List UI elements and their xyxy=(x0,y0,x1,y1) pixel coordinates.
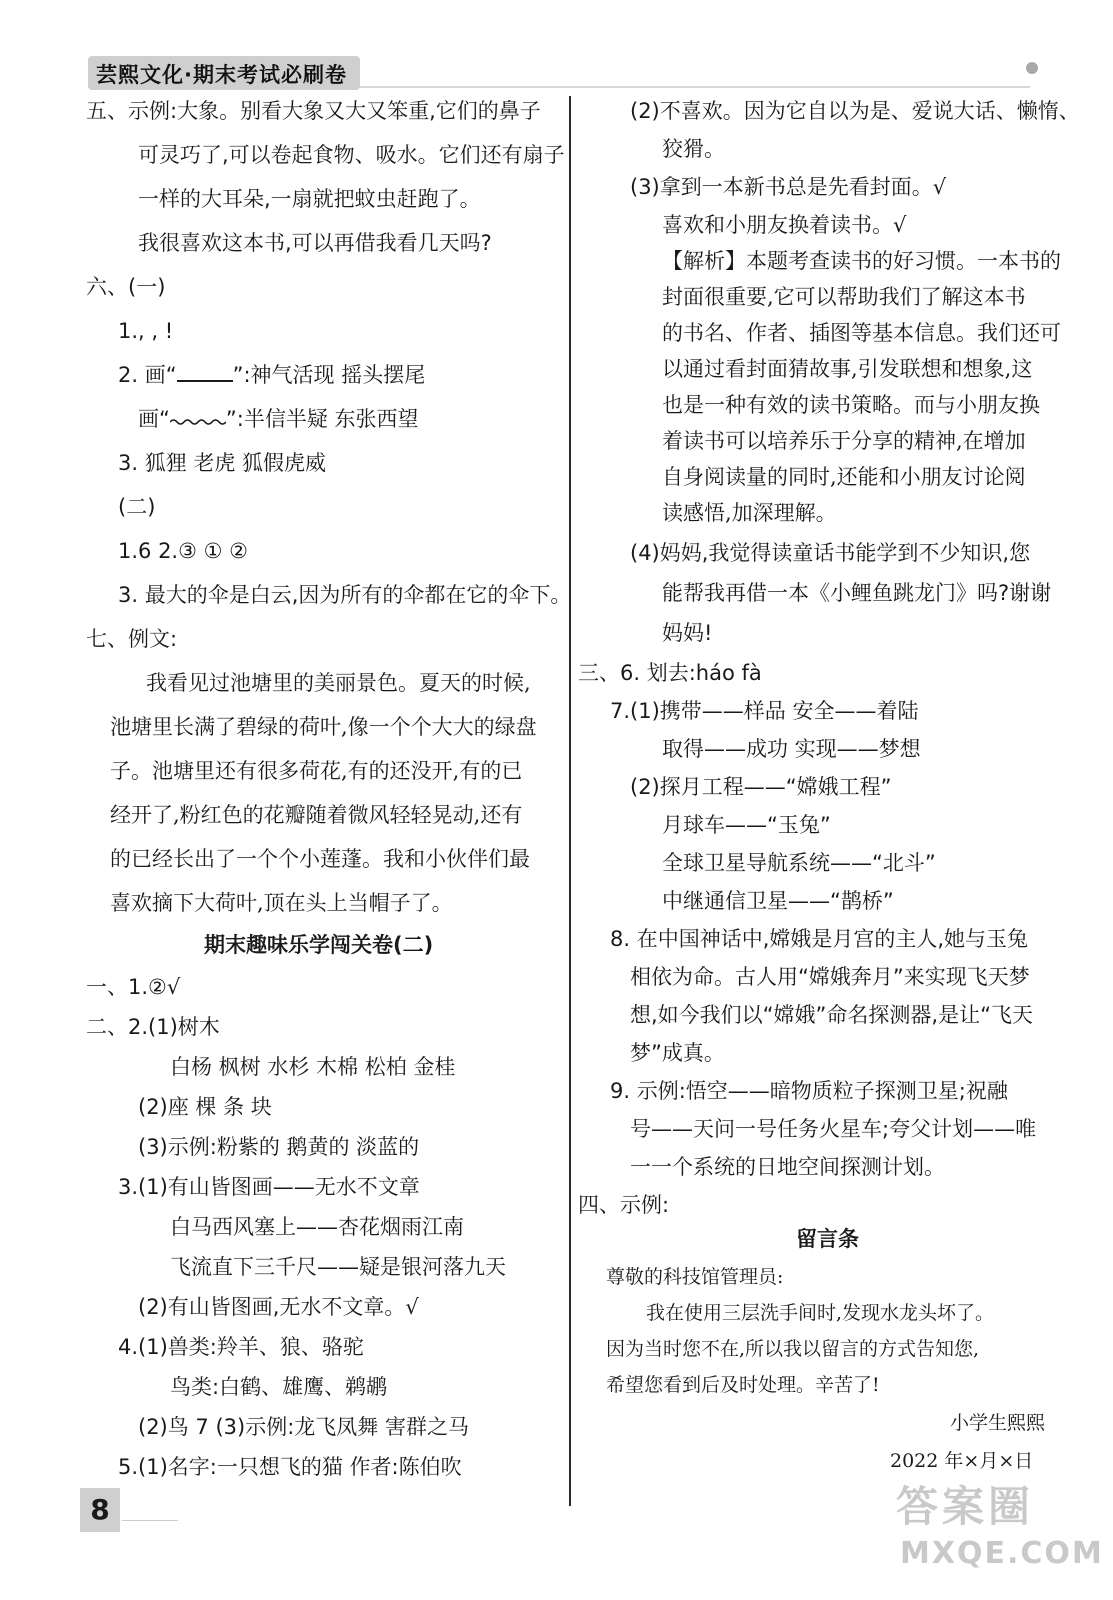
answer-line: 梦”成真。 xyxy=(630,1041,725,1065)
answer-line: 1., , ! xyxy=(118,319,174,343)
answer-line: 可灵巧了,可以卷起食物、吸水。它们还有扇子 xyxy=(138,143,565,167)
analysis-line: 以通过看封面猜故事,引发联想和想象,这 xyxy=(662,357,1033,381)
note-title: 留言条 xyxy=(796,1227,859,1251)
answer-line: (3)拿到一本新书总是先看封面。√ xyxy=(630,175,947,199)
answer-line: 一一个系统的日地空间探测计划。 xyxy=(630,1155,945,1179)
answer-line: 3.(1)有山皆图画——无水不文章 xyxy=(118,1175,420,1199)
answer-line: 2. 画“ ”:神气活现 摇头摆尾 xyxy=(118,360,425,390)
answer-line: 喜欢和小朋友换着读书。√ xyxy=(662,213,907,237)
answer-line: 鸟类:白鹤、雄鹰、鹈鹕 xyxy=(170,1375,388,1399)
note-line: 因为当时您不在,所以我以留言的方式告知您, xyxy=(606,1338,980,1360)
note-salutation: 尊敬的科技馆管理员: xyxy=(606,1266,784,1288)
answer-line: 五、示例:大象。别看大象又大又笨重,它们的鼻子 xyxy=(86,99,541,123)
column-divider xyxy=(569,96,571,1506)
note-date: 2022 年×月×日 xyxy=(890,1450,1034,1472)
answer-line: 相依为命。古人用“嫦娥奔月”来实现飞天梦 xyxy=(630,965,1030,989)
essay-line: 经开了,粉红色的花瓣随着微风轻轻晃动,还有 xyxy=(110,803,523,827)
paper-title: 期末趣味乐学闯关卷(二) xyxy=(204,933,434,957)
analysis-line: 读感悟,加深理解。 xyxy=(662,501,837,525)
note-line: 我在使用三层洗手间时,发现水龙头坏了。 xyxy=(646,1302,995,1324)
wavy-underline-mark xyxy=(170,404,226,426)
answer-line: 月球车——“玉兔” xyxy=(662,813,831,837)
answer-line: (3)示例:粉紫的 鹅黄的 淡蓝的 xyxy=(138,1135,420,1159)
straight-underline-mark xyxy=(177,360,233,382)
analysis-line: 【解析】本题考查读书的好习惯。一本书的 xyxy=(662,249,1061,273)
header-banner xyxy=(88,56,360,90)
essay-line: 子。池塘里还有很多荷花,有的还没开,有的已 xyxy=(110,759,523,783)
essay-line: 我看见过池塘里的美丽景色。夏天的时候, xyxy=(146,671,531,695)
answer-line: (2)鸟 7 (3)示例:龙飞凤舞 害群之马 xyxy=(138,1415,469,1439)
watermark-logo-text: 答案圈 xyxy=(896,1482,1035,1531)
answer-line: (2)探月工程——“嫦娥工程” xyxy=(630,775,892,799)
answer-line: 想,如今我们以“嫦娥”命名探测器,是让“飞天 xyxy=(630,1003,1033,1027)
note-signature: 小学生熙熙 xyxy=(950,1412,1046,1434)
answer-line: 8. 在中国神话中,嫦娥是月宫的主人,她与玉兔 xyxy=(610,927,1029,951)
essay-line: 喜欢摘下大荷叶,顶在头上当帽子了。 xyxy=(110,891,453,915)
section-heading: 七、例文: xyxy=(86,627,178,651)
answer-line: 3. 狐狸 老虎 狐假虎威 xyxy=(118,451,327,475)
answer-line: (2)不喜欢。因为它自以为是、爱说大话、懒惰、 xyxy=(630,99,1080,123)
answer-line: 白杨 枫树 水杉 木棉 松柏 金桂 xyxy=(170,1055,456,1079)
header-dot xyxy=(1026,62,1038,74)
answer-line: 白马西风塞上——杏花烟雨江南 xyxy=(170,1215,464,1239)
header-title: 芸熙文化·期末考试必刷卷 xyxy=(96,63,347,87)
analysis-line: 封面很重要,它可以帮助我们了解这本书 xyxy=(662,285,1026,309)
answer-line: 号——天问一号任务火星车;夸父计划——唯 xyxy=(630,1117,1037,1141)
answer-line: 取得——成功 实现——梦想 xyxy=(662,737,921,761)
answer-line: 5.(1)名字:一只想飞的猫 作者:陈伯吹 xyxy=(118,1455,462,1479)
answer-line: 飞流直下三千尺——疑是银河落九天 xyxy=(170,1255,506,1279)
analysis-line: 着读书可以培养乐于分享的精神,在增加 xyxy=(662,429,1026,453)
answer-line: 1.6 2.③ ① ② xyxy=(118,539,248,563)
watermark xyxy=(886,1474,1104,1594)
answer-line: 一、1.②√ xyxy=(86,975,181,999)
answer-line: 我很喜欢这本书,可以再借我看几天吗? xyxy=(138,231,492,255)
answer-line: 狡猾。 xyxy=(662,137,725,161)
header-rule xyxy=(360,86,1030,88)
note-line: 希望您看到后及时处理。辛苦了! xyxy=(606,1374,880,1396)
page-number: 8 xyxy=(80,1488,120,1532)
answer-line: 二、2.(1)树木 xyxy=(86,1015,220,1039)
essay-line: 池塘里长满了碧绿的荷叶,像一个个大大的绿盘 xyxy=(110,715,537,739)
analysis-line: 的书名、作者、插图等基本信息。我们还可 xyxy=(662,321,1061,345)
answer-line: 3. 最大的伞是白云,因为所有的伞都在它的伞下。 xyxy=(118,583,572,607)
answer-line: (4)妈妈,我觉得读童话书能学到不少知识,您 xyxy=(630,541,1031,565)
answer-line: (2)座 棵 条 块 xyxy=(138,1095,272,1119)
essay-line: 的已经长出了一个个小莲蓬。我和小伙伴们最 xyxy=(110,847,530,871)
sub-heading: (二) xyxy=(118,495,156,519)
answer-line: 三、6. 划去:háo fà xyxy=(578,661,762,685)
section-heading: 六、(一) xyxy=(86,275,166,299)
answer-line: 7.(1)携带——样品 安全——着陆 xyxy=(610,699,919,723)
answer-line: 能帮我再借一本《小鲤鱼跳龙门》吗?谢谢 xyxy=(662,581,1052,605)
watermark-url: MXQE.COM xyxy=(900,1536,1104,1571)
answer-line: 9. 示例:悟空——暗物质粒子探测卫星;祝融 xyxy=(610,1079,1008,1103)
answer-line: 全球卫星导航系统——“北斗” xyxy=(662,851,936,875)
answer-line: 4.(1)兽类:羚羊、狼、骆驼 xyxy=(118,1335,364,1359)
footer-rule xyxy=(122,1520,178,1521)
section-heading: 四、示例: xyxy=(578,1193,670,1217)
answer-line: 画“ ”:半信半疑 东张西望 xyxy=(138,404,419,434)
answer-line: 一样的大耳朵,一扇就把蚊虫赶跑了。 xyxy=(138,187,481,211)
answer-line: 妈妈! xyxy=(662,621,713,645)
analysis-line: 自身阅读量的同时,还能和小朋友讨论阅 xyxy=(662,465,1026,489)
answer-line: 中继通信卫星——“鹊桥” xyxy=(662,889,894,913)
answer-line: (2)有山皆图画,无水不文章。√ xyxy=(138,1295,419,1319)
analysis-line: 也是一种有效的读书策略。而与小朋友换 xyxy=(662,393,1040,417)
